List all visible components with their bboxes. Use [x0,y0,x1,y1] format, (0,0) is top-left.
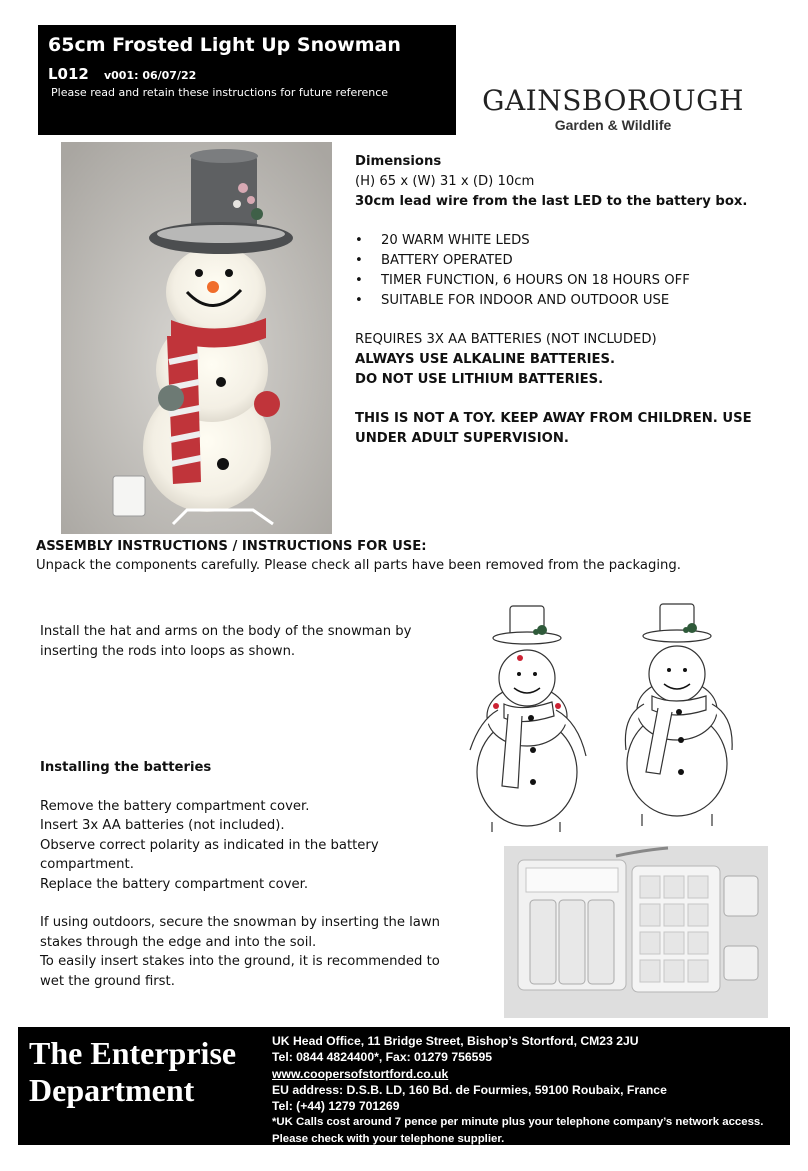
batteries-required: REQUIRES 3X AA BATTERIES (NOT INCLUDED) [355,332,657,347]
battery-step: Remove the battery compartment cover. [40,798,310,814]
enterprise-brand [29,1035,236,1109]
brand-line: Department [29,1072,195,1108]
battery-step: Insert 3x AA batteries (not included). [40,818,285,833]
assembly-section [36,537,776,575]
unpack-text: Unpack the components carefully. Please check all parts have been removed from the packaging. [36,558,681,573]
call-cost-note: Please check with your telephone supplier. [272,1132,505,1145]
feature-list [355,231,785,311]
head-office-address: UK Head Office, 11 Bridge Street, Bishop’s Stortford, CM23 2JU [272,1034,639,1048]
website-link[interactable]: www.coopersofstortford.co.uk [272,1066,449,1081]
battery-instructions [40,758,450,991]
safety-warning: THIS IS NOT A TOY. KEEP AWAY FROM CHILDREN. USE UNDER ADULT SUPERVISION. [355,411,752,446]
specifications [355,152,785,449]
call-cost-note: *UK Calls cost around 7 pence per minute plus your telephone company’s network access. [272,1116,764,1129]
retain-note: Please read and retain these instructions for future reference [51,86,389,99]
lead-wire-note: 30cm lead wire from the last LED to the battery box. [355,194,748,209]
eu-address: EU address: D.S.B. LD, 160 Bd. de Fourmies, 59100 Roubaix, France [272,1082,667,1097]
product-code: L012 [48,65,89,83]
outdoor-note: If using outdoors, secure the snowman by inserting the lawn stakes through the edge and into the soil. [40,915,441,950]
battery-heading: Installing the batteries [40,760,212,775]
feature-item: • SUITABLE FOR INDOOR AND OUTDOOR USE [355,291,785,311]
battery-step: Observe correct polarity as indicated in the battery compartment. [40,837,379,872]
eu-phone: Tel: (+44) 1279 701269 [272,1099,400,1114]
gainsborough-logo: GAINSBOROUGH [482,84,744,117]
header-banner [38,25,456,135]
assembly-diagram [460,600,740,838]
brand-line: The Enterprise [29,1035,237,1071]
alkaline-note: ALWAYS USE ALKALINE BATTERIES. [355,352,616,367]
feature-item: • TIMER FUNCTION, 6 HOURS ON 18 HOURS OFF [355,271,785,291]
contact-info [272,1033,763,1147]
phone-fax: Tel: 0844 4824400*, Fax: 01279 756595 [272,1050,492,1065]
feature-item: • BATTERY OPERATED [355,251,785,271]
dimensions-value: (H) 65 x (W) 31 x (D) 10cm [355,174,535,189]
version-date: v001: 06/07/22 [103,69,197,82]
logo-tagline: Garden & Wildlife [554,117,672,133]
lithium-note: DO NOT USE LITHIUM BATTERIES. [355,372,604,387]
outdoor-note: To easily insert stakes into the ground, it is recommended to wet the ground first. [40,954,440,989]
product-code-line [48,64,196,83]
battery-box-photo [504,846,768,1018]
assembly-heading: ASSEMBLY INSTRUCTIONS / INSTRUCTIONS FOR USE: [36,539,427,554]
feature-item: • 20 WARM WHITE LEDS [355,231,785,251]
footer-banner [18,1027,790,1145]
hat-arms-instruction: Install the hat and arms on the body of the snowman by inserting the rods into loops as shown. [40,624,412,659]
product-title: 65cm Frosted Light Up Snowman [48,34,401,56]
dimensions-heading: Dimensions [355,154,442,169]
snowman-product-photo [61,142,332,534]
battery-step: Replace the battery compartment cover. [40,876,309,892]
